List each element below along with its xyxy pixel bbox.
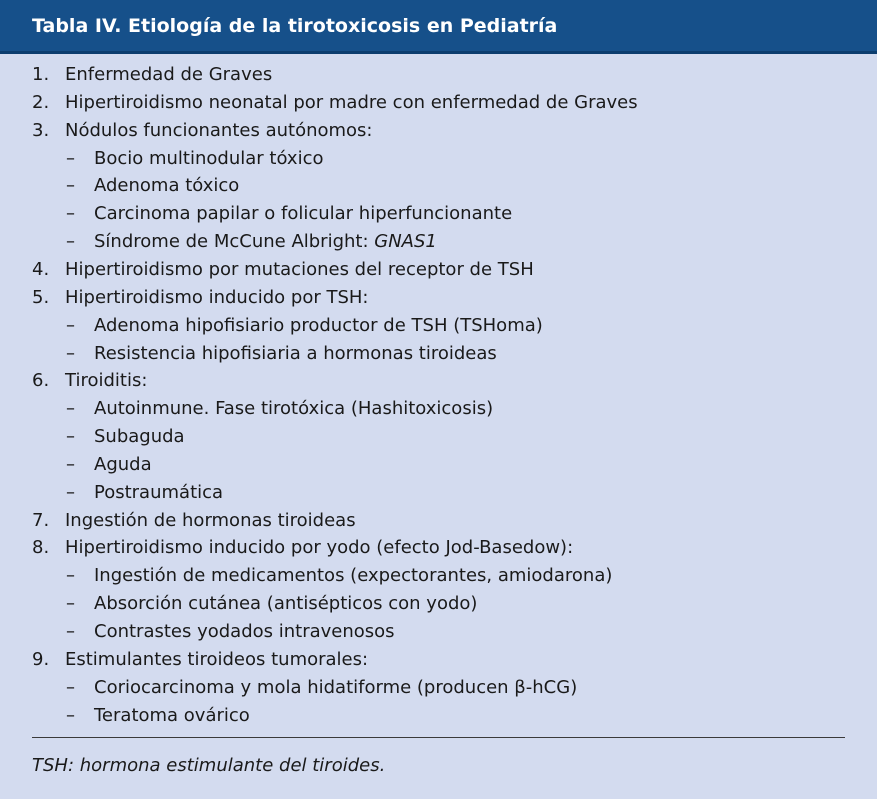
sub-item-text [94, 395, 493, 423]
item-text: Tiroiditis: [65, 370, 148, 392]
sub-item-text [94, 451, 152, 479]
footnote: TSH: hormona estimulante del tiroides. [32, 755, 386, 776]
item-text: Hipertiroidismo inducido por yodo (efecto Jod-Basedow): [65, 537, 574, 559]
item-number: 1. [32, 64, 50, 85]
item-number: 7. [32, 509, 50, 531]
item-number: 8. [32, 537, 50, 559]
sub-item-plain: Absorción cutánea (antisépticos con yodo) [94, 593, 478, 615]
sub-item-text [94, 618, 395, 646]
item-text: Nódulos funcionantes autónomos: [65, 119, 373, 141]
dash-bullet: – [66, 593, 75, 615]
dash-bullet: – [66, 565, 75, 587]
divider-line [32, 737, 845, 738]
item-text: Estimulantes tiroideos tumorales: [65, 648, 369, 670]
sub-item-text [94, 702, 250, 730]
item-number: 3. [32, 119, 50, 141]
sub-item-text [94, 200, 512, 228]
sub-item-text [94, 228, 437, 256]
sub-item-plain: Postraumática [94, 481, 224, 503]
dash-bullet: – [66, 481, 75, 503]
dash-bullet: – [66, 398, 75, 420]
sub-item-plain: Teratoma ovárico [94, 704, 250, 726]
sub-item-text [94, 145, 323, 173]
dash-bullet: – [66, 203, 75, 225]
sub-item-plain: Coriocarcinoma y mola hidatiforme (producen β-hCG) [94, 676, 578, 698]
sub-item-text [94, 590, 477, 618]
dash-bullet: – [66, 453, 75, 475]
item-number: 6. [32, 370, 50, 392]
table-header [0, 0, 877, 54]
sub-item-plain: Síndrome de McCune Albright: [94, 231, 375, 253]
sub-item-plain: Subaguda [94, 426, 185, 448]
dash-bullet: – [66, 704, 75, 726]
sub-item-plain: Ingestión de medicamentos (expectorantes, amiodarona) [94, 565, 613, 587]
item-number: 5. [32, 286, 50, 308]
item-text: Ingestión de hormonas tiroideas [65, 509, 356, 531]
item-number: 2. [32, 91, 50, 113]
sub-item-text [94, 340, 497, 368]
item-text: Hipertiroidismo neonatal por madre con enfermedad de Graves [65, 91, 638, 113]
sub-item-text [94, 172, 239, 200]
sub-item-text [94, 423, 185, 451]
sub-item-plain: Resistencia hipofisiaria a hormonas tiroideas [94, 342, 497, 364]
dash-bullet: – [66, 342, 75, 364]
item-text: Hipertiroidismo inducido por TSH: [65, 286, 369, 308]
dash-bullet: – [66, 231, 75, 253]
sub-item-plain: Autoinmune. Fase tirotóxica (Hashitoxicosis) [94, 398, 494, 420]
sub-item-text [94, 479, 223, 507]
sub-item-plain: Adenoma hipofisiario productor de TSH (TSHoma) [94, 314, 543, 336]
gene-name: GNAS1 [374, 231, 437, 253]
dash-bullet: – [66, 175, 75, 197]
item-number: 4. [32, 258, 50, 280]
item-text: Enfermedad de Graves [65, 64, 273, 85]
dash-bullet: – [66, 314, 75, 336]
sub-item-text [94, 562, 612, 590]
sub-item-plain: Bocio multinodular tóxico [94, 147, 324, 169]
dash-bullet: – [66, 676, 75, 698]
dash-bullet: – [66, 621, 75, 642]
item-text: Hipertiroidismo por mutaciones del receptor de TSH [65, 258, 534, 280]
sub-item-plain: Contrastes yodados intravenosos [94, 621, 395, 642]
table-title: Tabla IV. Etiología de la tirotoxicosis en Pediatría [32, 15, 558, 37]
dash-bullet: – [66, 426, 75, 448]
item-number: 9. [32, 648, 50, 670]
sub-item-plain: Adenoma tóxico [94, 175, 240, 197]
sub-item-plain: Aguda [94, 453, 152, 475]
sub-item-plain: Carcinoma papilar o folicular hiperfuncionante [94, 203, 513, 225]
sub-item-text [94, 674, 577, 702]
sub-item-text [94, 312, 543, 340]
dash-bullet: – [66, 147, 75, 169]
